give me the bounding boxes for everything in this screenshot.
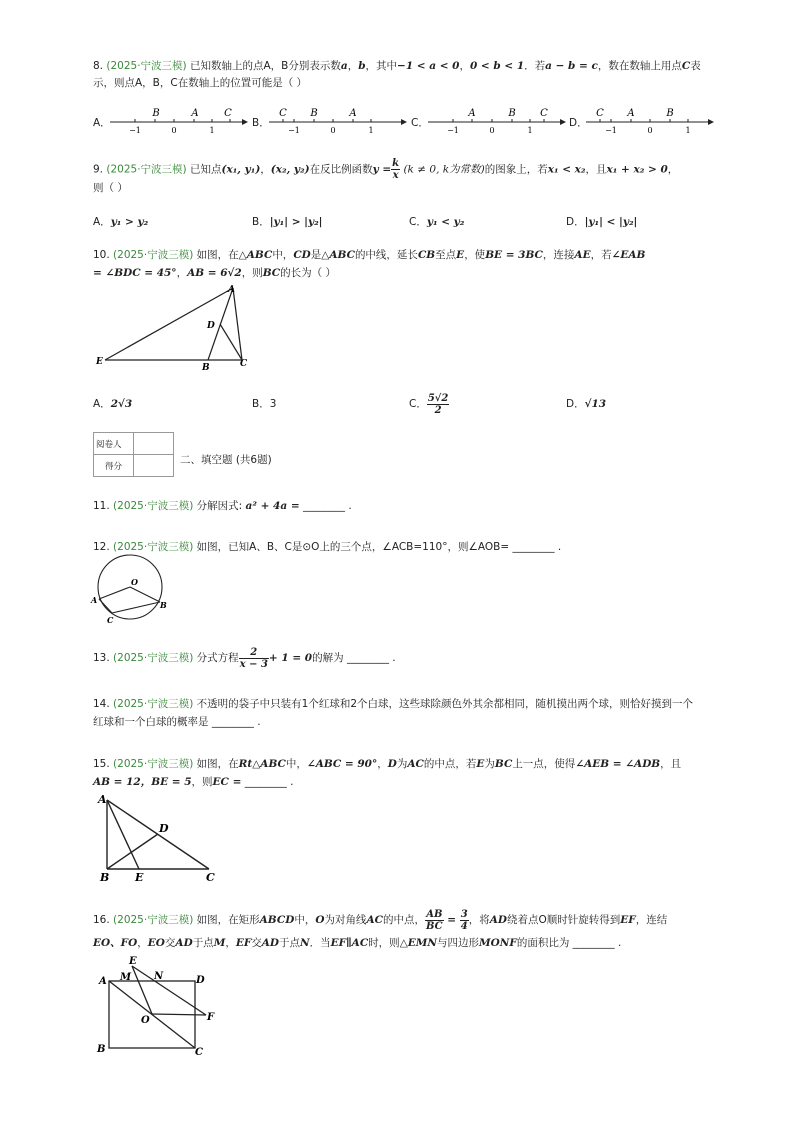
q8-var-a: a — [340, 60, 348, 72]
q12-text: 如图，已知A、B、C是⊙O上的三个点，∠ACB=110°，则∠AOB= — [196, 541, 510, 553]
vertex-label: D — [207, 321, 215, 331]
tick-label: 0 — [171, 126, 177, 134]
q8-text: ，其中 — [365, 60, 398, 72]
answer-blank[interactable]: ________ — [512, 541, 555, 553]
q16-o: O — [315, 914, 325, 926]
q16-ad: AD — [261, 937, 280, 949]
fraction-denominator: 2 — [434, 404, 442, 416]
vertex-label: D — [196, 975, 205, 986]
q9-text: 的图象上，若 — [484, 163, 548, 176]
vertex-label: A — [91, 595, 98, 605]
reviewer-cell: 阅卷人 — [94, 433, 134, 455]
question-number: 16. — [93, 914, 110, 926]
point-label: B — [508, 108, 516, 119]
point-label: B — [152, 108, 160, 119]
q8-option-a-numberline — [108, 104, 248, 134]
q16-text: 中， — [294, 914, 316, 926]
answer-blank[interactable]: ________ — [302, 500, 345, 512]
vertex-label: B — [100, 871, 110, 884]
reviewer-blank — [134, 433, 174, 455]
q10-eq: = ∠BDC = 45° — [93, 267, 177, 279]
question-number: 8. — [93, 60, 104, 72]
q15-end: . — [290, 776, 294, 788]
q16-text: 交 — [251, 937, 262, 949]
question-number: 9. — [93, 163, 104, 176]
q8-option-d-numberline — [584, 104, 724, 134]
q8-line2: 示，则点A，B，C在数轴上的位置可能是（ ） — [93, 77, 308, 89]
q11-line — [93, 499, 352, 513]
q8-line1 — [93, 59, 701, 73]
option-label: C． — [409, 216, 427, 228]
q15-line2 — [93, 775, 293, 789]
fraction-numerator: 5√2 — [427, 392, 449, 404]
q9-option-c[interactable] — [409, 215, 464, 229]
option-expr: 3 — [269, 398, 277, 410]
q9-option-d[interactable] — [566, 215, 637, 229]
source-tag: (2025·宁波三模) — [106, 163, 187, 176]
q16-text: 于点 — [192, 937, 214, 949]
point-label: A — [191, 108, 199, 119]
q16-text: 时，则 — [368, 937, 400, 949]
q8-text: 已知数轴上的点A，B分别表示数 — [189, 60, 341, 72]
option-label: D． — [566, 398, 585, 410]
q16-text: ， — [225, 937, 236, 949]
section-title: 二、填空题 (共6题) — [180, 454, 272, 466]
q8-cond2: 0 < b < 1 — [469, 60, 525, 72]
answer-blank[interactable]: ________ — [346, 652, 389, 664]
q15-text: ，且 — [660, 758, 682, 770]
q16-text: 的面积比为 — [516, 937, 570, 949]
q8-text: ．若 — [524, 60, 546, 72]
source-tag: (2025·宁波三模) — [113, 914, 194, 926]
q10-bc: BC — [262, 267, 281, 279]
q10-tri: △ABC — [238, 249, 273, 261]
source-tag: (2025·宁波三模) — [113, 698, 194, 710]
q10-text: 如图，在 — [196, 249, 239, 261]
q10-option-c[interactable] — [409, 390, 449, 418]
vertex-label: F — [207, 1012, 215, 1023]
q16-ad: AD — [175, 937, 193, 949]
q16-emn: △EMN — [399, 937, 437, 949]
vertex-label: C — [195, 1047, 203, 1058]
vertex-label: O — [131, 577, 138, 587]
question-number: 15. — [93, 758, 110, 770]
q10-text: ，则 — [241, 267, 263, 279]
q10-be: BE = 3BC — [485, 249, 543, 261]
vertex-label: C — [107, 615, 114, 625]
tick-label: −1 — [129, 126, 141, 134]
q9-text: ，且 — [585, 163, 607, 176]
fraction-denominator: 4 — [460, 920, 468, 932]
q11-end: . — [348, 500, 352, 512]
q8-text: 表 — [690, 60, 701, 72]
q10-ab: AB = 6√2 — [187, 267, 242, 279]
question-number: 14. — [93, 698, 110, 710]
vertex-label: A — [228, 285, 235, 295]
q16-text: 于点 — [279, 937, 301, 949]
q9-text: 在反比例函数 — [309, 163, 373, 176]
q16-ratio-lhs — [425, 909, 444, 932]
question-number: 11. — [93, 500, 110, 512]
q16-ad: AD — [489, 914, 507, 926]
source-tag: (2025·宁波三模) — [113, 652, 194, 664]
point-label: A — [627, 108, 635, 119]
option-label: B． — [252, 398, 270, 410]
q10-tri2: △ABC — [321, 249, 355, 261]
option-expr: y₁ < y₂ — [426, 216, 465, 228]
q15-text: 上一点，使得 — [512, 758, 576, 770]
vertex-label: E — [96, 357, 103, 367]
q16-monf: MONF — [479, 937, 517, 949]
q9-func-lhs: y = — [372, 163, 392, 176]
source-tag: (2025·宁波三模) — [113, 541, 194, 553]
option-expr: |y₁| > |y₂| — [269, 216, 323, 228]
q16-text: 绕着点O顺时针旋转得到 — [506, 914, 621, 926]
vertex-label: M — [120, 972, 132, 983]
q10-text: 中， — [272, 249, 294, 261]
q14-text: 不透明的袋子中只装有1个红球和2个白球，这些球除颜色外其余都相同，随机摸出两个球，则恰好摸到一个 — [196, 698, 694, 710]
q16-figure — [92, 953, 227, 1059]
q10-figure — [93, 282, 263, 377]
q15-line1 — [93, 757, 681, 771]
q8-option-a-label: A． — [93, 117, 111, 129]
q9-condition: (k ≠ 0, k为常数) — [403, 163, 485, 176]
q8-comma: ， — [459, 60, 470, 72]
vertex-label: B — [202, 363, 210, 373]
q16-text: 为对角线 — [324, 914, 367, 926]
vertex-label: E — [129, 956, 137, 967]
vertex-label: N — [154, 971, 164, 982]
q16-n: N — [300, 937, 310, 949]
q9-comma: ， — [260, 163, 271, 176]
q16-ef: EF — [235, 937, 252, 949]
q14-line2 — [93, 715, 261, 729]
fraction-numerator: 2 — [239, 647, 269, 659]
tick-label: −1 — [605, 126, 617, 134]
option-label: A． — [93, 398, 111, 410]
option-label: B． — [252, 216, 270, 228]
score-blank — [134, 455, 174, 477]
q15-ec: EC = — [212, 776, 242, 788]
q10-cd: CD — [293, 249, 311, 261]
q15-text: 的中点，若 — [423, 758, 477, 770]
q16-ac: AC — [366, 914, 384, 926]
q10-angle: ∠EAB — [611, 249, 646, 261]
q15-ac: AC — [407, 758, 424, 770]
option-expr: 2√3 — [110, 398, 133, 410]
q15-text: ，则 — [191, 776, 213, 788]
q8-var-b: b — [358, 60, 366, 72]
q15-text: ， — [377, 758, 388, 770]
q12-figure — [90, 553, 172, 625]
score-table — [93, 432, 174, 477]
q10-option-d[interactable] — [566, 397, 606, 411]
tick-label: 1 — [209, 126, 215, 134]
point-label: B — [666, 108, 674, 119]
q16-ef: EF — [620, 914, 636, 926]
q15-text: 为 — [396, 758, 408, 770]
q11-text: 分解因式: — [196, 500, 243, 512]
q14-end: . — [257, 716, 261, 728]
q16-abcd: ABCD — [259, 914, 295, 926]
q9-option-a[interactable] — [93, 215, 148, 229]
q16-text: 与四边形 — [437, 937, 479, 949]
q15-figure — [95, 792, 225, 887]
tick-label: 1 — [368, 126, 374, 134]
point-label: C — [596, 108, 604, 119]
q16-text: ， — [137, 937, 148, 949]
answer-blank[interactable]: ________ — [572, 937, 615, 949]
q13-expr: + 1 = 0 — [268, 652, 313, 664]
q13-line — [93, 646, 396, 670]
q8-cond3: a − b = c — [545, 60, 598, 72]
tick-label: 1 — [685, 126, 691, 134]
question-number: 12. — [93, 541, 110, 553]
q9-text: 已知点 — [189, 163, 222, 176]
q13-text: 分式方程 — [196, 652, 239, 664]
q15-d: D — [387, 758, 397, 770]
q9-point1: (x₁, y₁) — [221, 163, 261, 176]
q16-line1: 16. (2025·宁波三模) 如图，在矩形ABCD中，O为对角线AC的中点， $\frac{AB}{BC}$ = $\frac{3}{4}$ ，将AD绕着点O顺时针旋转得到EF，连结 — [93, 908, 668, 932]
q16-ratio-rhs — [460, 909, 469, 932]
q16-eo: EO — [147, 937, 165, 949]
option-expr: |y₁| < |y₂| — [584, 216, 638, 228]
q8-option-b-label: B． — [252, 117, 270, 129]
q10-text: 至点 — [435, 249, 457, 261]
point-label: C — [540, 108, 548, 119]
q15-text: 为 — [484, 758, 495, 770]
q16-m: M — [213, 937, 226, 949]
score-cell: 得分 — [94, 455, 134, 477]
q8-option-c-label: C． — [411, 117, 429, 129]
fraction-denominator: BC — [426, 920, 443, 932]
answer-blank[interactable]: ________ — [244, 776, 287, 788]
q16-text: 如图，在矩形 — [196, 914, 260, 926]
q9-text: ， — [667, 163, 679, 176]
fraction-numerator: AB — [426, 908, 443, 920]
q15-bc: BC — [494, 758, 513, 770]
vertex-label: B — [97, 1044, 106, 1055]
vertex-label: E — [135, 871, 144, 884]
q12-end: . — [557, 541, 562, 553]
q10-text: ，使 — [464, 249, 486, 261]
point-label: A — [468, 108, 476, 119]
q10-text: ， — [176, 267, 188, 279]
q8-cond1: −1 < a < 0 — [397, 60, 460, 72]
q8-option-c-numberline — [426, 104, 566, 134]
q9-line1 — [93, 158, 678, 181]
q16-line2 — [93, 936, 621, 950]
source-tag: (2025·宁波三模) — [113, 500, 194, 512]
q16-parallel: EF∥AC — [330, 937, 369, 949]
option-expr: y₁ > y₂ — [110, 216, 149, 228]
q16-text: ，连结 — [635, 914, 668, 926]
q13-fraction — [239, 647, 269, 670]
tick-label: 0 — [489, 126, 495, 134]
fraction-numerator: k — [392, 158, 400, 169]
q16-eo-fo: EO、FO — [93, 937, 138, 949]
source-tag: (2025·宁波三模) — [106, 60, 187, 72]
q10-cb: CB — [417, 249, 436, 261]
q15-tri: Rt△ABC — [238, 758, 286, 770]
q14-text: 红球和一个白球的概率是 — [93, 716, 209, 728]
q10-ae: AE — [574, 249, 591, 261]
q16-end: . — [618, 937, 622, 949]
q9-point2: (x₂, y₂) — [270, 163, 310, 176]
q10-text: 是 — [310, 249, 322, 261]
option-label: A． — [93, 216, 111, 228]
point-label: A — [349, 108, 357, 119]
point-label: C — [279, 108, 287, 119]
q16-text: ，将 — [468, 914, 490, 926]
vertex-label: O — [141, 1015, 150, 1026]
q9-cond2: x₁ + x₂ > 0 — [606, 163, 668, 176]
fraction-numerator: 3 — [460, 908, 468, 920]
vertex-label: C — [240, 359, 248, 369]
q11-expr: a² + 4a = — [245, 500, 300, 512]
fraction-denominator: x − 3 — [239, 658, 268, 670]
fraction-denominator: x — [392, 170, 399, 181]
q10-line1 — [93, 248, 645, 262]
q9-option-b[interactable] — [252, 215, 323, 229]
q15-eq: ∠AEB = ∠ADB — [575, 758, 661, 770]
q15-angle: ∠ABC = 90° — [306, 758, 378, 770]
point-label: B — [310, 108, 318, 119]
q9-cond1: x₁ < x₂ — [547, 163, 586, 176]
tick-label: 0 — [647, 126, 653, 134]
q10-text: 的中线，延长 — [354, 249, 418, 261]
vertex-label: A — [98, 793, 107, 806]
option-expr: √13 — [584, 398, 607, 410]
q15-given: AB = 12，BE = 5 — [93, 776, 192, 788]
q8-text: ，数在数轴上用点 — [597, 60, 682, 72]
q8-option-d-label: D． — [569, 117, 588, 129]
option-fraction — [427, 393, 450, 416]
q9-func-fraction — [391, 158, 400, 181]
q8-option-b-numberline — [267, 104, 407, 134]
option-label: C． — [409, 398, 427, 410]
vertex-label: A — [99, 976, 107, 987]
q15-text: 中， — [285, 758, 307, 770]
q10-text: ，若 — [590, 249, 612, 261]
tick-label: −1 — [447, 126, 459, 134]
q10-option-b[interactable] — [252, 397, 276, 411]
option-label: D． — [566, 216, 585, 228]
q8-point-c: C — [681, 60, 691, 72]
q10-e: E — [456, 249, 465, 261]
vertex-label: C — [206, 871, 215, 884]
q16-text: 交 — [164, 937, 176, 949]
question-number: 13. — [93, 652, 110, 664]
q14-line1 — [93, 697, 693, 711]
q15-e: E — [476, 758, 485, 770]
question-number: 10. — [93, 249, 110, 261]
q13-end: . — [392, 652, 396, 664]
q10-line2 — [93, 266, 336, 280]
tick-label: −1 — [288, 126, 300, 134]
q8-comma: ， — [347, 60, 359, 72]
q16-text: 的中点， — [383, 914, 426, 926]
q10-text: ，连接 — [542, 249, 575, 261]
q12-line — [93, 540, 561, 554]
q15-text: 如图，在 — [196, 758, 239, 770]
tick-label: 0 — [330, 126, 336, 134]
source-tag: (2025·宁波三模) — [113, 758, 194, 770]
q16-text: ．当 — [309, 937, 331, 949]
vertex-label: D — [159, 822, 169, 835]
answer-blank[interactable]: ________ — [211, 716, 254, 728]
q9-line2: 则（ ） — [93, 182, 128, 194]
point-label: C — [224, 108, 232, 119]
vertex-label: B — [160, 600, 167, 610]
tick-label: 1 — [527, 126, 533, 134]
q13-text: 的解为 — [312, 652, 344, 664]
source-tag: (2025·宁波三模) — [113, 249, 194, 261]
q10-text: 的长为（ ） — [280, 267, 336, 279]
q10-option-a[interactable] — [93, 397, 132, 411]
